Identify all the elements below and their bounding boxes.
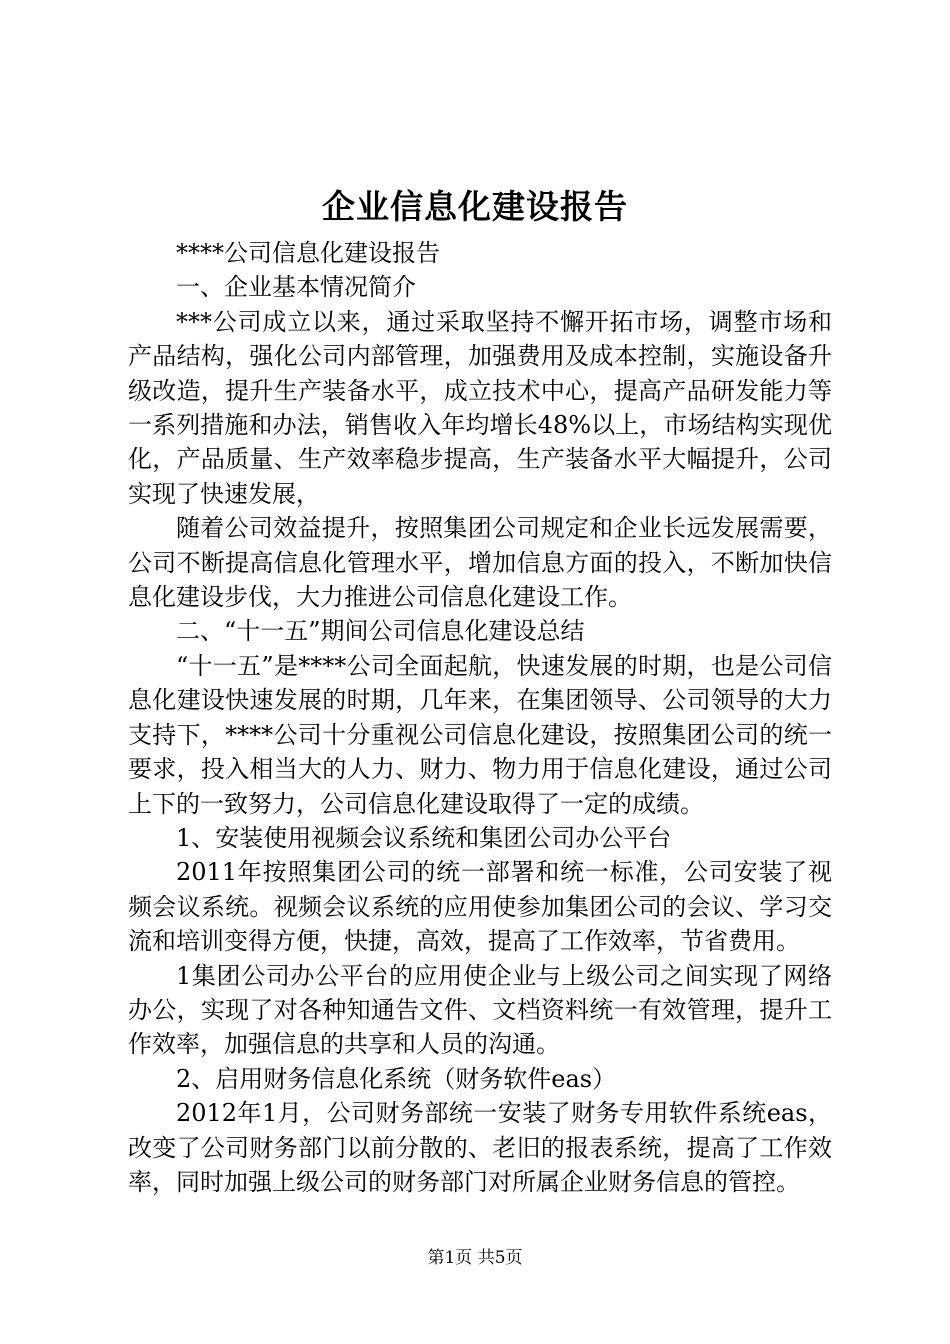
paragraph: “十一五”是****公司全面起航，快速发展的时期，也是公司信息化建设快速发展的时期，几年来，在集团领导、公司领导的大力支持下，****公司十分重视公司信息化建设，按照集团公司的统一要求，投入相当大的人力、财力、物力用于信息化建设，通过公司上下的一致努力，公司信息化建设取得了一定的成绩。 (128, 651, 832, 818)
paragraph: ***公司成立以来，通过采取坚持不懈开拓市场，调整市场和产品结构，强化公司内部管理，加强费用及成本控制，实施设备升级改造，提升生产装备水平，成立技术中心，提高产品研发能力等一系列措施和办法，销售收入年均增长48%以上，市场结构实现优化，产品质量、生产效率稳步提高，生产装备水平大幅提升，公司实现了快速发展， (128, 307, 832, 508)
section-heading-1: 一、企业基本情况简介 (176, 273, 416, 302)
subsection-heading-1: 1、安装使用视频会议系统和集团公司办公平台 (176, 823, 672, 852)
report-subtitle: ****公司信息化建设报告 (176, 239, 440, 267)
paragraph: 1集团公司办公平台的应用使企业与上级公司之间实现了网络办公，实现了对各种知通告文件、文档资料统一有效管理，提升工作效率，加强信息的共享和人员的沟通。 (128, 961, 832, 1059)
paragraph: 随着公司效益提升，按照集团公司规定和企业长远发展需要，公司不断提高信息化管理水平，增加信息方面的投入，不断加快信息化建设步伐，大力推进公司信息化建设工作。 (128, 514, 832, 612)
document-body (128, 236, 832, 1199)
paragraph: 2011年按照集团公司的统一部署和统一标准，公司安装了视频会议系统。视频会议系统的应用使参加集团公司的会议、学习交流和培训变得方便，快捷，高效，提高了工作效率，节省费用。 (128, 858, 832, 956)
subsection-heading-2: 2、启用财务信息化系统（财务软件eas） (176, 1064, 617, 1093)
section-heading-2: 二、“十一五”期间公司信息化建设总结 (176, 617, 585, 646)
document-title: 企业信息化建设报告 (322, 187, 628, 226)
page-number-footer: 第1页 共5页 (427, 1248, 523, 1268)
paragraph: 2012年1月，公司财务部统一安装了财务专用软件系统eas，改变了公司财务部门以前分散的、老旧的报表系统，提高了工作效率，同时加强上级公司的财务部门对所属企业财务信息的管控。 (128, 1099, 832, 1196)
